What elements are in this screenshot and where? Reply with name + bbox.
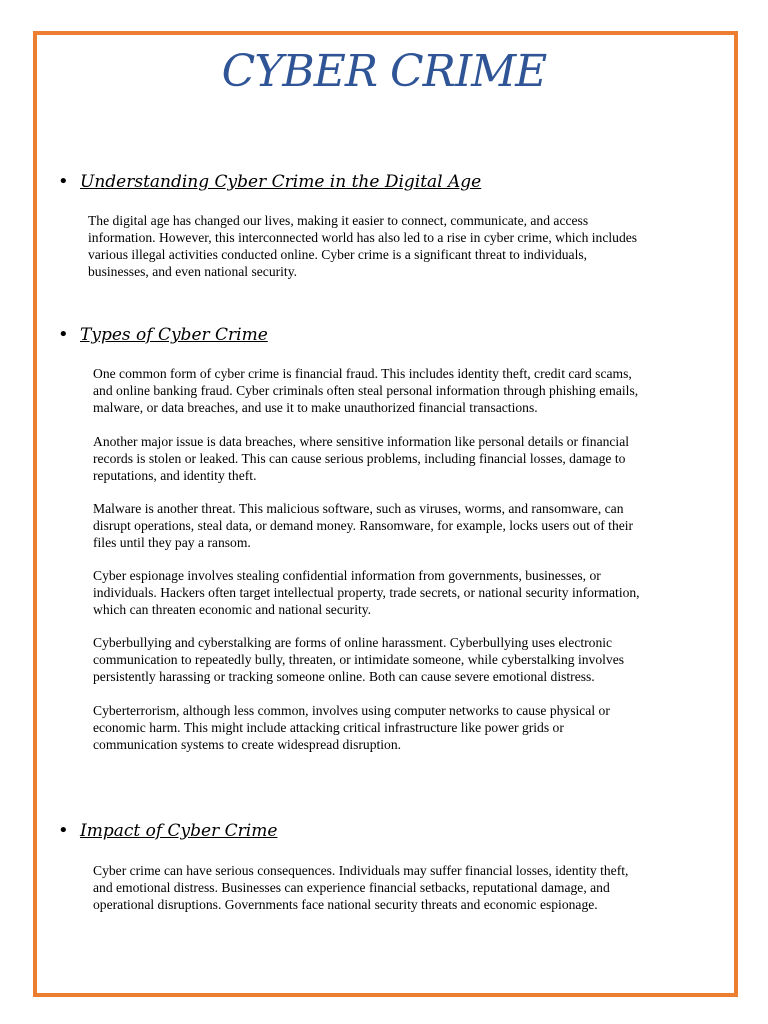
paragraph-line: communication to repeatedly bully, threaten, or intimidate someone, while cyberstalking involves bbox=[93, 652, 625, 667]
paragraph-line: persistently harassing or tracking someone online. Both can cause severe emotional distress. bbox=[93, 669, 595, 684]
paragraph-line: records is stolen or leaked. This can cause serious problems, including financial losses, damage to bbox=[93, 451, 626, 466]
paragraph-financial-fraud bbox=[93, 365, 638, 416]
paragraph-data-breaches bbox=[93, 433, 629, 484]
bullet-icon: • bbox=[58, 820, 69, 841]
paragraph-impact bbox=[93, 862, 628, 913]
page-title: CYBER CRIME bbox=[221, 46, 547, 97]
paragraph-line: files until they pay a ransom. bbox=[93, 535, 251, 550]
paragraph-digital-age bbox=[88, 212, 637, 280]
section-heading-text: Impact of Cyber Crime bbox=[80, 821, 278, 841]
paragraph-line: economic harm. This might include attacking critical infrastructure like power grids or bbox=[93, 720, 564, 735]
section-heading-understanding bbox=[58, 171, 481, 193]
paragraph-line: reputations, and identity theft. bbox=[93, 468, 257, 483]
paragraph-cyberterrorism bbox=[93, 702, 610, 753]
paragraph-cyberbullying bbox=[93, 634, 624, 685]
paragraph-malware bbox=[93, 500, 633, 551]
paragraph-line: individuals. Hackers often target intellectual property, trade secrets, or national security information, bbox=[93, 585, 640, 600]
paragraph-line: communication systems to create widespread disruption. bbox=[93, 737, 402, 752]
paragraph-line: Cyberbullying and cyberstalking are forms of online harassment. Cyberbullying uses electronic bbox=[93, 635, 613, 650]
section-heading-impact bbox=[58, 820, 277, 842]
paragraph-line: Cyberterrorism, although less common, involves using computer networks to cause physical or bbox=[93, 703, 610, 718]
paragraph-line: businesses, and even national security. bbox=[88, 264, 298, 279]
paragraph-line: The digital age has changed our lives, making it easier to connect, communicate, and access bbox=[88, 213, 589, 228]
paragraph-line: Another major issue is data breaches, where sensitive information like personal details or financial bbox=[93, 434, 630, 449]
paragraph-line: information. However, this interconnected world has also led to a rise in cyber crime, which includes bbox=[88, 230, 638, 245]
paragraph-line: malware, or data breaches, and use it to make unauthorized financial transactions. bbox=[93, 400, 538, 415]
bullet-icon: • bbox=[58, 171, 69, 192]
paragraph-line: Malware is another threat. This malicious software, such as viruses, worms, and ransomware, can bbox=[93, 501, 624, 516]
paragraph-line: and online banking fraud. Cyber criminals often steal personal information through phishing emails, bbox=[93, 383, 639, 398]
paragraph-line: and emotional distress. Businesses can experience financial setbacks, reputational damage, and bbox=[93, 880, 610, 895]
bullet-icon: • bbox=[58, 324, 69, 345]
paragraph-line: One common form of cyber crime is financial fraud. This includes identity theft, credit card scams, bbox=[93, 366, 632, 381]
paragraph-line: disrupt operations, steal data, or demand money. Ransomware, for example, locks users out of their bbox=[93, 518, 634, 533]
paragraph-espionage bbox=[93, 567, 640, 618]
paragraph-line: various illegal activities conducted online. Cyber crime is a significant threat to individuals, bbox=[88, 247, 588, 262]
paragraph-line: Cyber espionage involves stealing confidential information from governments, businesses, or bbox=[93, 568, 601, 583]
paragraph-line: which can threaten economic and national security. bbox=[93, 602, 372, 617]
paragraph-line: operational disruptions. Governments face national security threats and economic espionage. bbox=[93, 897, 598, 912]
section-heading-text: Types of Cyber Crime bbox=[80, 325, 268, 345]
paragraph-line: Cyber crime can have serious consequences. Individuals may suffer financial losses, identity theft, bbox=[93, 863, 629, 878]
section-heading-types bbox=[58, 324, 268, 346]
section-heading-text: Understanding Cyber Crime in the Digital Age bbox=[80, 172, 482, 192]
